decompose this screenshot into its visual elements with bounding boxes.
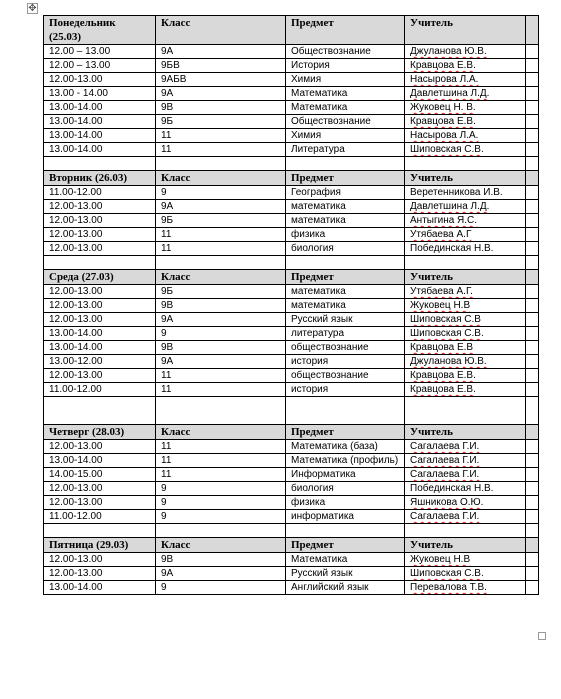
empty-cell[interactable]: [526, 454, 539, 468]
empty-cell[interactable]: [44, 157, 156, 171]
spacer-row: [44, 397, 539, 425]
table-row: [44, 129, 539, 143]
teacher-name: Давлетшина Л.Д.: [410, 201, 490, 212]
time-cell[interactable]: 13.00-14.00: [44, 454, 156, 468]
subject-cell[interactable]: Математика (профиль): [286, 454, 405, 468]
subject-cell[interactable]: биология: [286, 242, 405, 256]
subject-cell[interactable]: физика: [286, 496, 405, 510]
empty-cell[interactable]: [156, 397, 286, 425]
subject-cell[interactable]: Математика: [286, 87, 405, 101]
time-cell[interactable]: 12.00-13.00: [44, 313, 156, 327]
empty-cell[interactable]: [526, 16, 539, 45]
table-row: [44, 341, 539, 355]
class-cell[interactable]: 11: [156, 369, 286, 383]
time-cell[interactable]: 11.00-12.00: [44, 186, 156, 200]
subject-cell[interactable]: Обществознание: [286, 115, 405, 129]
class-cell[interactable]: 9А: [156, 200, 286, 214]
table-row: [44, 355, 539, 369]
class-cell[interactable]: 11: [156, 440, 286, 454]
time-cell[interactable]: 13.00-12.00: [44, 355, 156, 369]
empty-cell[interactable]: [44, 397, 156, 425]
table-row: [44, 383, 539, 397]
class-cell[interactable]: 11: [156, 242, 286, 256]
column-header-teacher[interactable]: Учитель: [405, 16, 526, 45]
teacher-name: Сагалаева Г.И.: [410, 441, 480, 452]
table-row: [44, 327, 539, 341]
subject-cell[interactable]: Английский язык: [286, 581, 405, 595]
subject-cell[interactable]: Обществознание: [286, 45, 405, 59]
class-cell[interactable]: 11: [156, 129, 286, 143]
teacher-cell[interactable]: [405, 510, 526, 524]
empty-cell[interactable]: [405, 524, 526, 538]
schedule-table: [43, 15, 539, 595]
empty-cell[interactable]: [526, 581, 539, 595]
subject-cell[interactable]: математика: [286, 214, 405, 228]
teacher-name: Шиповская С.В.: [410, 144, 484, 155]
schedule-body: [44, 16, 539, 595]
table-row: [44, 369, 539, 383]
teacher-cell[interactable]: [405, 115, 526, 129]
class-cell[interactable]: 11: [156, 468, 286, 482]
teacher-cell[interactable]: [405, 567, 526, 581]
day-header-row: [44, 16, 539, 45]
time-cell[interactable]: 13.00-14.00: [44, 581, 156, 595]
table-row: [44, 228, 539, 242]
teacher-cell[interactable]: [405, 285, 526, 299]
teacher-name: Шиповская С.В: [410, 314, 481, 325]
class-cell[interactable]: 9В: [156, 101, 286, 115]
table-row: [44, 115, 539, 129]
empty-cell[interactable]: [526, 214, 539, 228]
table-row: [44, 200, 539, 214]
time-cell[interactable]: 12.00 – 13.00: [44, 59, 156, 73]
subject-cell[interactable]: обществознание: [286, 341, 405, 355]
class-cell[interactable]: 9А: [156, 355, 286, 369]
empty-cell[interactable]: [526, 242, 539, 256]
time-cell[interactable]: 12.00-13.00: [44, 299, 156, 313]
teacher-cell[interactable]: [405, 468, 526, 482]
teacher-name: Насырова Л.А.: [410, 74, 479, 85]
empty-cell[interactable]: [156, 157, 286, 171]
day-header-row: [44, 270, 539, 285]
table-row: [44, 214, 539, 228]
empty-cell[interactable]: [286, 157, 405, 171]
class-cell[interactable]: 9АБВ: [156, 73, 286, 87]
subject-cell[interactable]: Математика (база): [286, 440, 405, 454]
empty-cell[interactable]: [526, 496, 539, 510]
table-row: [44, 454, 539, 468]
time-cell[interactable]: 12.00-13.00: [44, 242, 156, 256]
empty-cell[interactable]: [526, 425, 539, 440]
table-row: [44, 510, 539, 524]
empty-cell[interactable]: [526, 538, 539, 553]
table-row: [44, 299, 539, 313]
teacher-name: Кравцова Е.В.: [410, 116, 476, 127]
class-cell[interactable]: 9А: [156, 567, 286, 581]
teacher-name: Джуланова Ю.В.: [410, 46, 487, 57]
empty-cell[interactable]: [526, 341, 539, 355]
time-cell[interactable]: 12.00-13.00: [44, 482, 156, 496]
day-title[interactable]: Пятница (29.03): [44, 538, 156, 553]
empty-cell[interactable]: [526, 157, 539, 171]
table-row: [44, 59, 539, 73]
teacher-name: Побединская Н.В.: [410, 483, 494, 494]
teacher-cell[interactable]: [405, 101, 526, 115]
time-cell[interactable]: 13.00-14.00: [44, 327, 156, 341]
teacher-name: Побединская Н.В.: [410, 243, 494, 254]
subject-cell[interactable]: Русский язык: [286, 567, 405, 581]
empty-cell[interactable]: [526, 355, 539, 369]
empty-cell[interactable]: [405, 256, 526, 270]
class-cell[interactable]: 9: [156, 186, 286, 200]
time-cell[interactable]: 12.00-13.00: [44, 369, 156, 383]
teacher-name: Перевалова Т.В.: [410, 582, 487, 593]
subject-cell[interactable]: история: [286, 383, 405, 397]
teacher-cell[interactable]: [405, 87, 526, 101]
table-row: [44, 45, 539, 59]
empty-cell[interactable]: [405, 157, 526, 171]
class-cell[interactable]: 9А: [156, 45, 286, 59]
column-header-class[interactable]: Класс: [156, 171, 286, 186]
empty-cell[interactable]: [405, 397, 526, 425]
time-cell[interactable]: 12.00-13.00: [44, 228, 156, 242]
empty-cell[interactable]: [526, 256, 539, 270]
teacher-name: Кравцова Е.В.: [410, 384, 476, 395]
class-cell[interactable]: 9: [156, 482, 286, 496]
teacher-name: Яшникова О.Ю.: [410, 497, 484, 508]
teacher-name: Веретенникова И.В.: [410, 187, 503, 198]
empty-cell[interactable]: [286, 256, 405, 270]
teacher-cell[interactable]: [405, 242, 526, 256]
teacher-cell[interactable]: [405, 45, 526, 59]
teacher-name: Кравцова Е.В.: [410, 60, 476, 71]
time-cell[interactable]: 11.00-12.00: [44, 510, 156, 524]
teacher-cell[interactable]: [405, 299, 526, 313]
column-header-class[interactable]: Класс: [156, 16, 286, 45]
class-cell[interactable]: 9В: [156, 341, 286, 355]
table-row: [44, 73, 539, 87]
day-header-row: [44, 538, 539, 553]
teacher-cell[interactable]: [405, 369, 526, 383]
table-row: [44, 242, 539, 256]
subject-cell[interactable]: Математика: [286, 553, 405, 567]
time-cell[interactable]: 12.00-13.00: [44, 73, 156, 87]
table-row: [44, 186, 539, 200]
empty-cell[interactable]: [526, 143, 539, 157]
table-row: [44, 101, 539, 115]
teacher-cell[interactable]: [405, 186, 526, 200]
empty-cell[interactable]: [526, 200, 539, 214]
time-cell[interactable]: 13.00-14.00: [44, 129, 156, 143]
teacher-name: Сагалаева Г.И.: [410, 469, 480, 480]
teacher-name: Сагалаева Г.И.: [410, 511, 480, 522]
empty-cell[interactable]: [526, 482, 539, 496]
teacher-name: Жуковец Н.В: [410, 554, 471, 565]
time-cell[interactable]: 12.00-13.00: [44, 496, 156, 510]
teacher-cell[interactable]: [405, 200, 526, 214]
class-cell[interactable]: 11: [156, 383, 286, 397]
teacher-cell[interactable]: [405, 327, 526, 341]
table-row: [44, 285, 539, 299]
teacher-cell[interactable]: [405, 59, 526, 73]
subject-cell[interactable]: Литература: [286, 143, 405, 157]
teacher-cell[interactable]: [405, 581, 526, 595]
empty-cell[interactable]: [526, 299, 539, 313]
table-row: [44, 313, 539, 327]
teacher-name: Утябаева А.Г.: [410, 286, 473, 297]
time-cell[interactable]: 13.00-14.00: [44, 341, 156, 355]
subject-cell[interactable]: история: [286, 355, 405, 369]
time-cell[interactable]: 11.00-12.00: [44, 383, 156, 397]
teacher-name: Жуковец Н. В.: [410, 102, 476, 113]
subject-cell[interactable]: физика: [286, 228, 405, 242]
day-header-row: [44, 171, 539, 186]
table-row: [44, 143, 539, 157]
empty-cell[interactable]: [526, 553, 539, 567]
table-row: [44, 567, 539, 581]
subject-cell[interactable]: Русский язык: [286, 313, 405, 327]
empty-cell[interactable]: [526, 115, 539, 129]
teacher-cell[interactable]: [405, 228, 526, 242]
subject-cell[interactable]: математика: [286, 285, 405, 299]
class-cell[interactable]: 11: [156, 228, 286, 242]
teacher-cell[interactable]: [405, 440, 526, 454]
empty-cell[interactable]: [526, 468, 539, 482]
day-header-row: [44, 425, 539, 440]
subject-cell[interactable]: География: [286, 186, 405, 200]
time-cell[interactable]: 14.00-15.00: [44, 468, 156, 482]
table-row: [44, 87, 539, 101]
empty-cell[interactable]: [286, 524, 405, 538]
empty-cell[interactable]: [526, 171, 539, 186]
column-header-subject[interactable]: Предмет: [286, 171, 405, 186]
class-cell[interactable]: 9А: [156, 313, 286, 327]
class-cell[interactable]: 9В: [156, 553, 286, 567]
subject-cell[interactable]: Математика: [286, 101, 405, 115]
empty-cell[interactable]: [526, 228, 539, 242]
class-cell[interactable]: 9Б: [156, 285, 286, 299]
column-header-class[interactable]: Класс: [156, 538, 286, 553]
subject-cell[interactable]: информатика: [286, 510, 405, 524]
spacer-row: [44, 524, 539, 538]
empty-cell[interactable]: [526, 383, 539, 397]
day-title[interactable]: Понедельник (25.03): [44, 16, 156, 45]
teacher-cell[interactable]: [405, 383, 526, 397]
class-cell[interactable]: 9: [156, 496, 286, 510]
teacher-cell[interactable]: [405, 454, 526, 468]
column-header-subject[interactable]: Предмет: [286, 16, 405, 45]
time-cell[interactable]: 12.00-13.00: [44, 214, 156, 228]
empty-cell[interactable]: [526, 440, 539, 454]
subject-cell[interactable]: обществознание: [286, 369, 405, 383]
empty-cell[interactable]: [526, 73, 539, 87]
time-cell[interactable]: 12.00-13.00: [44, 440, 156, 454]
empty-cell[interactable]: [526, 397, 539, 425]
class-cell[interactable]: 9: [156, 581, 286, 595]
time-cell[interactable]: 12.00-13.00: [44, 553, 156, 567]
day-title[interactable]: Четверг (28.03): [44, 425, 156, 440]
empty-cell[interactable]: [526, 45, 539, 59]
spacer-row: [44, 157, 539, 171]
teacher-cell[interactable]: [405, 73, 526, 87]
empty-cell[interactable]: [526, 186, 539, 200]
subject-cell[interactable]: математика: [286, 200, 405, 214]
teacher-cell[interactable]: [405, 143, 526, 157]
time-cell[interactable]: 13.00-14.00: [44, 115, 156, 129]
table-row: [44, 553, 539, 567]
subject-cell[interactable]: литература: [286, 327, 405, 341]
subject-cell[interactable]: Информатика: [286, 468, 405, 482]
subject-cell[interactable]: История: [286, 59, 405, 73]
teacher-name: Давлетшина Л.Д.: [410, 88, 490, 99]
table-row: [44, 581, 539, 595]
class-cell[interactable]: 9Б: [156, 115, 286, 129]
class-cell[interactable]: 9В: [156, 299, 286, 313]
teacher-name: Насырова Л.А.: [410, 130, 479, 141]
teacher-cell[interactable]: [405, 482, 526, 496]
time-cell[interactable]: 13.00 - 14.00: [44, 87, 156, 101]
empty-cell[interactable]: [44, 256, 156, 270]
subject-cell[interactable]: Химия: [286, 129, 405, 143]
class-cell[interactable]: 11: [156, 143, 286, 157]
time-cell[interactable]: 12.00-13.00: [44, 567, 156, 581]
empty-cell[interactable]: [526, 313, 539, 327]
teacher-name: Антыгина Я.С.: [410, 215, 478, 226]
class-cell[interactable]: 9: [156, 327, 286, 341]
empty-cell[interactable]: [526, 87, 539, 101]
table-row: [44, 440, 539, 454]
column-header-class[interactable]: Класс: [156, 270, 286, 285]
empty-cell[interactable]: [156, 524, 286, 538]
table-resize-icon[interactable]: [538, 632, 546, 640]
spacer-row: [44, 256, 539, 270]
time-cell[interactable]: 13.00-14.00: [44, 143, 156, 157]
teacher-cell[interactable]: [405, 496, 526, 510]
class-cell[interactable]: 11: [156, 454, 286, 468]
class-cell[interactable]: 9А: [156, 87, 286, 101]
subject-cell[interactable]: биология: [286, 482, 405, 496]
empty-cell[interactable]: [44, 524, 156, 538]
teacher-name: Сагалаева Г.И.: [410, 455, 480, 466]
teacher-name: Жуковец Н.В: [410, 300, 471, 311]
column-header-class[interactable]: Класс: [156, 425, 286, 440]
empty-cell[interactable]: [526, 270, 539, 285]
empty-cell[interactable]: [526, 567, 539, 581]
empty-cell[interactable]: [156, 256, 286, 270]
column-header-subject[interactable]: Предмет: [286, 538, 405, 553]
empty-cell[interactable]: [526, 101, 539, 115]
teacher-name: Кравцова Е.В: [410, 342, 474, 353]
teacher-name: Кравцова Е.В.: [410, 370, 476, 381]
day-title[interactable]: Вторник (26.03): [44, 171, 156, 186]
empty-cell[interactable]: [526, 524, 539, 538]
class-cell[interactable]: 9БВ: [156, 59, 286, 73]
column-header-subject[interactable]: Предмет: [286, 425, 405, 440]
class-cell[interactable]: 9: [156, 510, 286, 524]
teacher-cell[interactable]: [405, 129, 526, 143]
teacher-cell[interactable]: [405, 214, 526, 228]
day-title[interactable]: Среда (27.03): [44, 270, 156, 285]
table-row: [44, 482, 539, 496]
subject-cell[interactable]: математика: [286, 299, 405, 313]
empty-cell[interactable]: [286, 397, 405, 425]
move-arrows-icon[interactable]: ✥: [28, 3, 37, 14]
empty-cell[interactable]: [526, 369, 539, 383]
empty-cell[interactable]: [526, 129, 539, 143]
time-cell[interactable]: 12.00-13.00: [44, 200, 156, 214]
empty-cell[interactable]: [526, 285, 539, 299]
column-header-subject[interactable]: Предмет: [286, 270, 405, 285]
teacher-name: Шиповская С.В.: [410, 328, 484, 339]
teacher-cell[interactable]: [405, 341, 526, 355]
column-header-teacher[interactable]: Учитель: [405, 171, 526, 186]
class-cell[interactable]: 9Б: [156, 214, 286, 228]
time-cell[interactable]: 12.00-13.00: [44, 285, 156, 299]
table-row: [44, 496, 539, 510]
empty-cell[interactable]: [526, 59, 539, 73]
column-header-teacher[interactable]: Учитель: [405, 538, 526, 553]
time-cell[interactable]: 12.00 – 13.00: [44, 45, 156, 59]
column-header-teacher[interactable]: Учитель: [405, 270, 526, 285]
table-row: [44, 468, 539, 482]
teacher-cell[interactable]: [405, 553, 526, 567]
time-cell[interactable]: 13.00-14.00: [44, 101, 156, 115]
teacher-cell[interactable]: [405, 313, 526, 327]
column-header-teacher[interactable]: Учитель: [405, 425, 526, 440]
empty-cell[interactable]: [526, 327, 539, 341]
teacher-name: Шиповская С.В.: [410, 568, 484, 579]
empty-cell[interactable]: [526, 510, 539, 524]
subject-cell[interactable]: Химия: [286, 73, 405, 87]
teacher-cell[interactable]: [405, 355, 526, 369]
teacher-name: Джуланова Ю.В.: [410, 356, 487, 367]
teacher-name: Утябаева А.Г: [410, 229, 472, 240]
